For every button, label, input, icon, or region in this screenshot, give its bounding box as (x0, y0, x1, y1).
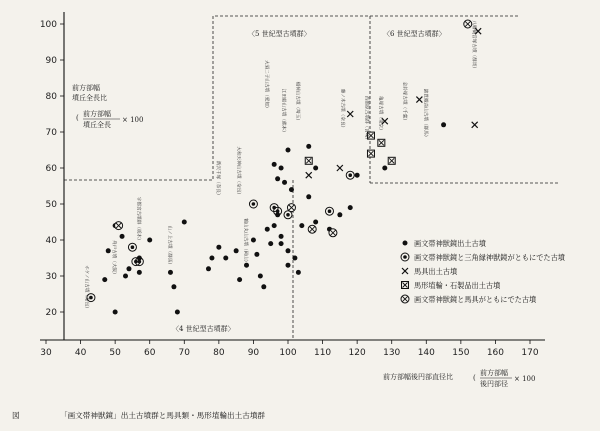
site-label: 鶴山丸山古墳（岡山） (242, 218, 248, 265)
point-dot (299, 223, 304, 228)
point-dot (168, 270, 173, 275)
figure-caption: 「画文帯神獣鏡」出土古墳群と馬具類・馬形埴輪出土古墳群 (60, 411, 266, 420)
point-circle-cross (329, 229, 337, 237)
y-formula-paren-open: ( (76, 114, 79, 122)
point-dot (265, 227, 270, 232)
point-dot (123, 274, 128, 279)
legend-label: 馬形埴輪・石製品出土古墳 (414, 281, 501, 290)
x-tick-label: 70 (178, 348, 191, 358)
y-formula-multiplier: × 100 (122, 116, 144, 124)
point-dot (258, 274, 263, 279)
x-formula-paren-open: ( (473, 374, 476, 382)
point-dot (126, 266, 131, 271)
point-cross (337, 165, 343, 171)
sixth-century-group-label: 〈6 世紀型古墳群〉 (383, 30, 446, 38)
site-label: 藤ノ木古墳（奈良） (339, 88, 345, 131)
legend-label: 画文帯神獣鏡出土古墳 (414, 239, 486, 248)
point-dot (254, 252, 259, 257)
point-cross (306, 172, 312, 178)
y-axis-title (72, 83, 143, 129)
point-dot (120, 234, 125, 239)
x-tick-label: 130 (383, 348, 401, 358)
x-axis-title (383, 368, 535, 388)
y-formula-denominator: 墳丘全長 (83, 121, 111, 129)
point-dot (337, 212, 342, 217)
point-dot (348, 205, 353, 210)
site-label: 西都原古墳群（宮崎） (363, 96, 369, 142)
legend-label: 画文帯神獣鏡と馬具がともにでた古墳 (414, 295, 537, 304)
legend-label: 馬具出土古墳 (414, 267, 458, 276)
point-dot (251, 238, 256, 243)
y-tick-label: 20 (45, 308, 57, 318)
legend-marker-boxed-cross (402, 282, 409, 289)
point-ring-dot (249, 200, 257, 208)
site-label: 新沢千塚（奈良） (214, 160, 220, 198)
site-label: 綿貫観音山古墳（群馬） (422, 88, 428, 140)
point-boxed-cross (367, 150, 374, 157)
site-label: ホケノ山古墳（奈良） (83, 265, 89, 311)
point-dot (182, 220, 187, 225)
x-formula-multiplier: × 100 (514, 375, 536, 383)
x-tick-label: 150 (452, 348, 470, 358)
y-tick-label: 40 (45, 236, 57, 246)
point-cross (347, 111, 353, 117)
point-dot (147, 238, 152, 243)
legend (401, 239, 566, 304)
point-dot (106, 248, 111, 253)
point-circle-cross (287, 204, 295, 212)
legend-marker-ring-dot (401, 253, 409, 261)
x-tick-label: 170 (521, 348, 539, 358)
point-circle-cross (115, 222, 123, 230)
y-tick-label: 60 (45, 164, 57, 174)
point-dot (234, 248, 239, 253)
site-label: 大須二子山古墳（愛知） (263, 60, 269, 111)
point-dot (296, 270, 301, 275)
point-dot (272, 162, 277, 167)
site-label: 稲荷山古墳（埼玉） (294, 81, 300, 123)
y-tick-label: 90 (45, 56, 57, 66)
y-ticks (40, 20, 64, 318)
x-ticks (40, 340, 539, 358)
x-tick-label: 30 (40, 348, 52, 358)
x-tick-label: 50 (109, 348, 121, 358)
legend-label: 画文帯神獣鏡と三角縁神獣鏡がともにでた古墳 (414, 253, 565, 262)
point-dot (206, 266, 211, 271)
x-formula-numerator: 前方部幅 (480, 369, 508, 377)
point-dot (223, 256, 228, 261)
figure-label: 図 (12, 411, 20, 420)
site-label: 舟戸古墳（大阪） (111, 240, 117, 277)
x-tick-label: 120 (348, 348, 366, 358)
x-formula-denominator: 後円部径 (480, 380, 508, 388)
x-tick-label: 80 (213, 348, 225, 358)
point-dot (355, 173, 360, 178)
point-dot (216, 245, 221, 250)
point-dot (171, 284, 176, 289)
x-tick-label: 40 (74, 348, 87, 358)
point-dot (292, 256, 297, 261)
legend-marker-circle-cross (401, 295, 409, 303)
point-dot (282, 180, 287, 185)
fourth-century-group-label: 〈4 世紀型古墳群〉 (172, 325, 235, 333)
point-dot (382, 166, 387, 171)
point-dot (237, 277, 242, 282)
x-tick-label: 160 (486, 348, 505, 358)
y-tick-label: 30 (45, 272, 57, 282)
point-circle-cross (308, 225, 316, 233)
point-dot (313, 166, 318, 171)
point-dot (286, 148, 291, 153)
site-label: 亀塚古墳（東京） (377, 96, 383, 133)
point-dot (313, 220, 318, 225)
point-dot (272, 223, 277, 228)
site-label: 大和天神山古墳（奈良） (235, 146, 241, 197)
point-dot (102, 277, 107, 282)
point-cross (472, 122, 478, 128)
x-tick-label: 140 (417, 348, 435, 358)
x-tick-label: 90 (247, 348, 260, 358)
point-ring-dot (346, 171, 354, 179)
y-axis-title-line1: 前方部幅 (72, 84, 100, 92)
y-tick-label: 100 (39, 20, 57, 30)
point-dot (175, 310, 180, 315)
x-axis-title-text: 前方部幅後円部直径比 (383, 373, 453, 381)
y-tick-label: 70 (45, 128, 57, 138)
site-label: 金鈴塚古墳（千葉） (401, 81, 407, 123)
point-cross (416, 97, 422, 103)
x-tick-label: 100 (279, 348, 297, 358)
point-dot (113, 310, 118, 315)
site-label: 宇都宮古墳群（栃木） (135, 196, 141, 243)
point-dot (268, 241, 273, 246)
point-boxed-cross (388, 157, 395, 164)
legend-marker-dot (403, 241, 408, 246)
y-axis-title-line2: 墳丘全長比 (72, 94, 107, 102)
point-dot (306, 144, 311, 149)
point-dot (279, 241, 284, 246)
point-dot (441, 122, 446, 127)
y-tick-label: 50 (45, 200, 57, 210)
point-boxed-cross (378, 139, 385, 146)
point-dot (306, 194, 311, 199)
point-dot (279, 234, 284, 239)
point-dot (261, 284, 266, 289)
point-dot (289, 187, 294, 192)
fifth-century-group-label: 〈5 世紀型古墳群〉 (248, 30, 311, 38)
y-formula-numerator: 前方部幅 (83, 110, 111, 118)
point-dot (275, 176, 280, 181)
point-ring-dot (128, 243, 136, 251)
point-boxed-cross (305, 157, 312, 164)
site-label: 江田船山古墳（熊本） (280, 88, 286, 135)
point-dot (209, 256, 214, 261)
point-dot (286, 248, 291, 253)
fifth-century-boundary (64, 16, 370, 183)
point-ring-dot (325, 207, 333, 215)
point-dot (286, 263, 291, 268)
x-tick-label: 60 (143, 348, 156, 358)
point-circle-cross (464, 20, 472, 28)
legend-marker-cross (402, 268, 408, 274)
point-dot (137, 270, 142, 275)
x-tick-label: 110 (313, 348, 332, 358)
site-label: 八幡観音塚古墳（群馬） (470, 20, 476, 71)
site-label: 山ノ上古墳（群馬） (166, 225, 172, 267)
y-tick-label: 80 (45, 92, 57, 102)
point-dot (279, 166, 284, 171)
